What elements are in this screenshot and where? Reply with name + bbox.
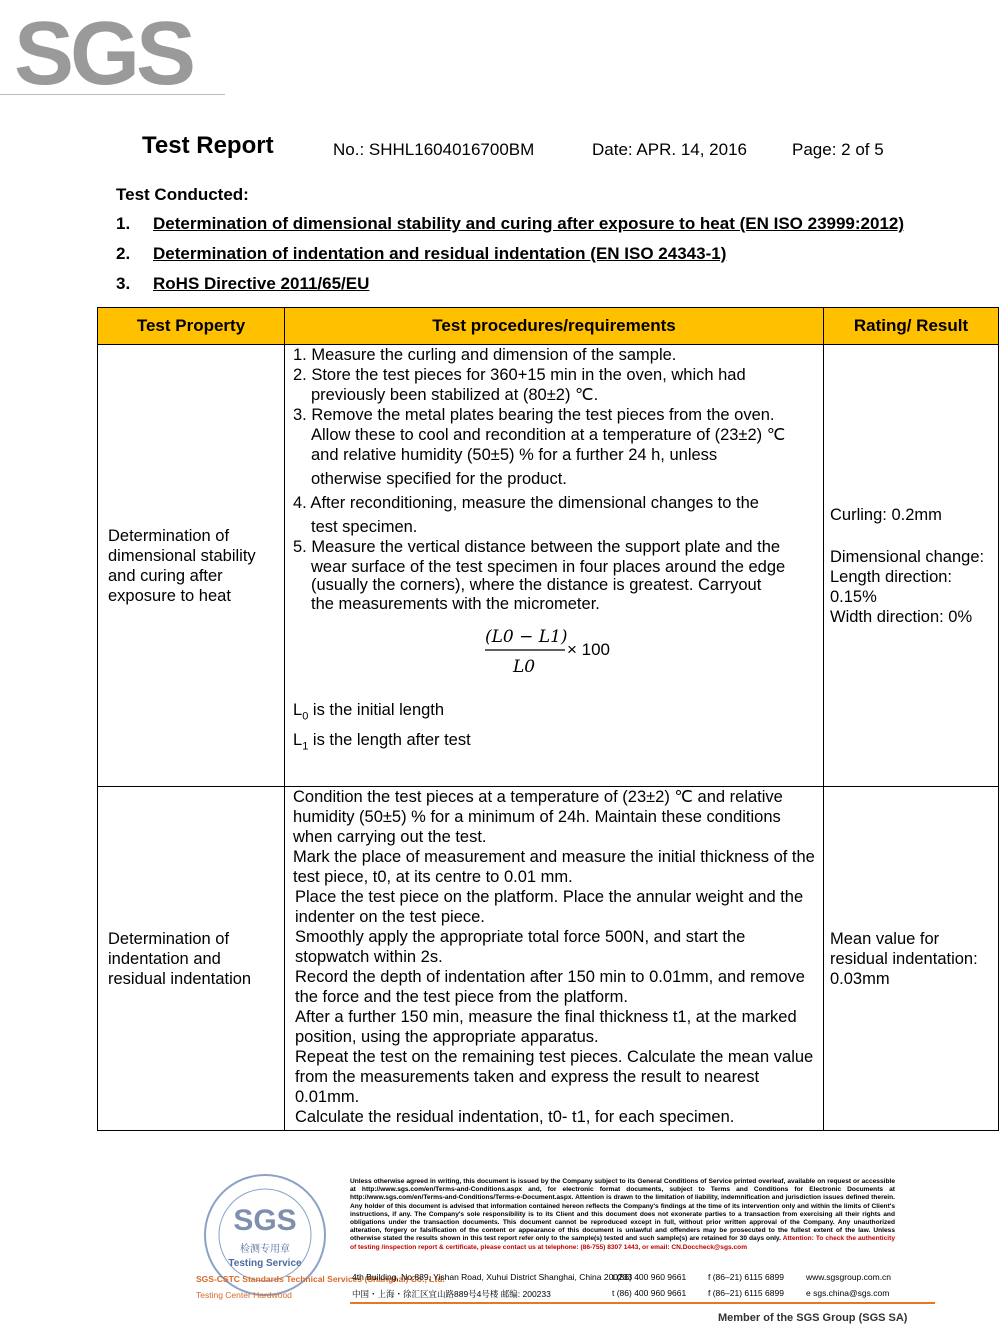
property-cell: Determination of indentation and residual indentation <box>98 787 285 1131</box>
list-item <box>116 274 976 304</box>
step-text: otherwise specified for the product. <box>311 470 567 488</box>
procedure-paragraph: Calculate the residual indentation, t0- t1, for each specimen. <box>295 1108 735 1126</box>
variable-l1: $L_1$ is the length after test <box>293 731 471 753</box>
lab-subname: Testing Center Hardwood <box>196 1290 292 1300</box>
procedure-paragraph: Mark the place of measurement and measure the initial thickness of the test piece, t0, at its centre to 0.01 mm. <box>293 848 815 886</box>
result-dimensional: Dimensional change: <box>830 547 985 566</box>
item-number: 1. <box>116 214 131 233</box>
variable-l0: $L_0$ is the initial length <box>293 701 445 723</box>
logo-underline <box>0 94 225 95</box>
procedure-paragraph: Place the test piece on the platform. Place the annular weight and the indenter on the test piece. <box>295 888 804 926</box>
step-text: 5. Measure the vertical distance between the support plate and the <box>293 538 781 556</box>
result-length: Length direction: 0.15% <box>830 567 953 606</box>
report-date: Date: APR. 14, 2016 <box>592 140 747 159</box>
result-cell <box>824 345 999 787</box>
seal-cn-text: 检测专用章 <box>240 1244 290 1255</box>
step-text: 4. After reconditioning, measure the dimensional changes to the <box>293 494 759 512</box>
email: e sgs.china@sgs.com <box>806 1288 890 1298</box>
formula-denominator: L0 <box>513 657 536 677</box>
section-title: Test Conducted: <box>116 185 249 204</box>
procedure-paragraph: After a further 150 min, measure the final thickness t1, at the marked position, using the appropriate apparatus. <box>295 1008 797 1046</box>
telephone-2: t (86) 400 960 9661 <box>612 1288 687 1298</box>
item-number: 2. <box>116 244 131 263</box>
fax-1: f (86–21) 6115 6899 <box>708 1272 784 1282</box>
member-text: Member of the SGS Group (SGS SA) <box>718 1312 908 1324</box>
list-item <box>116 244 976 274</box>
result-width: Width direction: 0% <box>830 607 973 626</box>
address-en: 4th Building, No.889, Yishan Road, Xuhui District Shanghai, China 200233 <box>352 1272 633 1282</box>
formula-numerator: (L0 − L1) <box>485 627 568 647</box>
procedure-paragraph: Repeat the test on the remaining test pieces. Calculate the mean value from the measurements taken and express the result to nearest 0.01mm. <box>295 1048 814 1106</box>
step-text: 2. Store the test pieces for 360+15 min in the oven, which had <box>293 366 746 384</box>
list-item <box>116 214 976 244</box>
footer-attention: Attention: To check the authenticity of testing /inspection report & certificate, please contact us at telephone: (86-755) 8307 1443, or email: CN.Doccheck@sgs.com <box>350 1235 895 1251</box>
item-text: Determination of indentation and residual indentation (EN ISO 24343-1) <box>153 244 727 263</box>
item-text: RoHS Directive 2011/65/EU <box>153 274 370 293</box>
table-header-row <box>98 308 999 345</box>
table-row <box>98 345 999 787</box>
formula <box>483 622 623 682</box>
step-text: previously been stabilized at (80±2) ℃. <box>311 386 599 404</box>
item-number: 3. <box>116 274 131 293</box>
seal-logo-text: SGS <box>233 1204 297 1237</box>
report-title: Test Report <box>142 132 274 159</box>
report-number: No.: SHHL1604016700BM <box>333 140 535 159</box>
header-test-property: Test Property <box>98 308 285 345</box>
step-text: (usually the corners), where the distance is greatest. Carryout <box>311 576 762 594</box>
fax-2: f (86–21) 6115 6899 <box>708 1288 784 1298</box>
seal-en-text: Testing Service <box>228 1258 302 1269</box>
procedure-cell <box>285 345 824 787</box>
result-curling: Curling: 0.2mm <box>830 505 942 524</box>
page-number: Page: 2 of 5 <box>792 140 884 159</box>
procedure-paragraph: Smoothly apply the appropriate total force 500N, and start the stopwatch within 2s. <box>295 928 746 966</box>
report-header <box>0 132 1000 164</box>
logo-text: SGS <box>14 6 193 92</box>
item-text: Determination of dimensional stability and curing after exposure to heat (EN ISO 23999:2012) <box>153 214 905 233</box>
tests-list <box>116 214 976 304</box>
step-text: the measurements with the micrometer. <box>311 595 600 613</box>
sgs-logo <box>12 6 222 92</box>
step-text: wear surface of the test specimen in four places around the edge <box>311 558 786 576</box>
header-result: Rating/ Result <box>824 308 999 345</box>
page-footer <box>0 1160 1000 1334</box>
address-cn: 中国・上海・徐汇区宜山路889号4号楼 邮编: 200233 <box>352 1289 551 1299</box>
formula-multiplier: × 100 <box>567 640 611 659</box>
property-cell: Determination of dimensional stability and curing after exposure to heat <box>98 345 285 787</box>
step-text: 1. Measure the curling and dimension of the sample. <box>293 346 677 364</box>
footer-rule <box>350 1302 935 1304</box>
header-procedures: Test procedures/requirements <box>285 308 824 345</box>
procedure-paragraph: Record the depth of indentation after 150 min to 0.01mm, and remove the force and the test piece from the platform. <box>295 968 805 1006</box>
step-text: Allow these to cool and recondition at a temperature of (23±2) ℃ <box>311 426 786 444</box>
website: www.sgsgroup.com.cn <box>806 1272 892 1282</box>
step-text: test specimen. <box>311 518 418 536</box>
telephone-1: t (86) 400 960 9661 <box>612 1272 687 1282</box>
lab-name: SGS-CSTC Standards Technical Services (Shanghai) Co., Ltd. <box>196 1274 445 1284</box>
procedure-cell <box>285 787 824 1131</box>
table-row <box>98 787 999 1131</box>
step-text: and relative humidity (50±5) % for a further 24 h, unless <box>311 446 718 464</box>
result-cell: Mean value for residual indentation: 0.03mm <box>824 787 999 1131</box>
footer-disclaimer: Unless otherwise agreed in writing, this document is issued by the Company subject to its General Conditions of Service printed overleaf, available on request or accessible at http://www.sgs.com/en/Terms-and-Conditions.aspx and, for electronic format documents, subject to Terms and Conditions for Electronic Documents at http://www.sgs.com/en/Terms-and-Conditions/Terms-e-Document.aspx. Attention is drawn to the limitation of liability, indemnification and jurisdiction issues defined therein. Any holder of this document is advised that information contained hereon reflects the Company's findings at the time of its intervention only and within the limits of Client's instructions, if any. The Company's sole responsibility is to its Client and this document does not exonerate parties to a transaction from exercising all their rights and obligations under the transaction documents. This document cannot be reproduced except in full, without prior written approval of the Company. Any unauthorized alteration, forgery or falsification of the content or appearance of this document is unlawful and offenders may be prosecuted to the fullest extent of the law. Unless otherwise stated the results shown in this test report refer only to the sample(s) tested and such sample(s) are retained for 30 days only. Attention: To check the authenticity of testing /inspection report & certificate, please contact us at telephone: (86-755) 8307 1443, or email: CN.Doccheck@sgs.com <box>350 1178 895 1251</box>
results-table <box>97 307 999 1131</box>
procedure-paragraph: Condition the test pieces at a temperature of (23±2) ℃ and relative humidity (50±5) % for a minimum of 24h. Maintain these conditions when carrying out the test. <box>293 788 783 846</box>
step-text: 3. Remove the metal plates bearing the test pieces from the oven. <box>293 406 775 424</box>
